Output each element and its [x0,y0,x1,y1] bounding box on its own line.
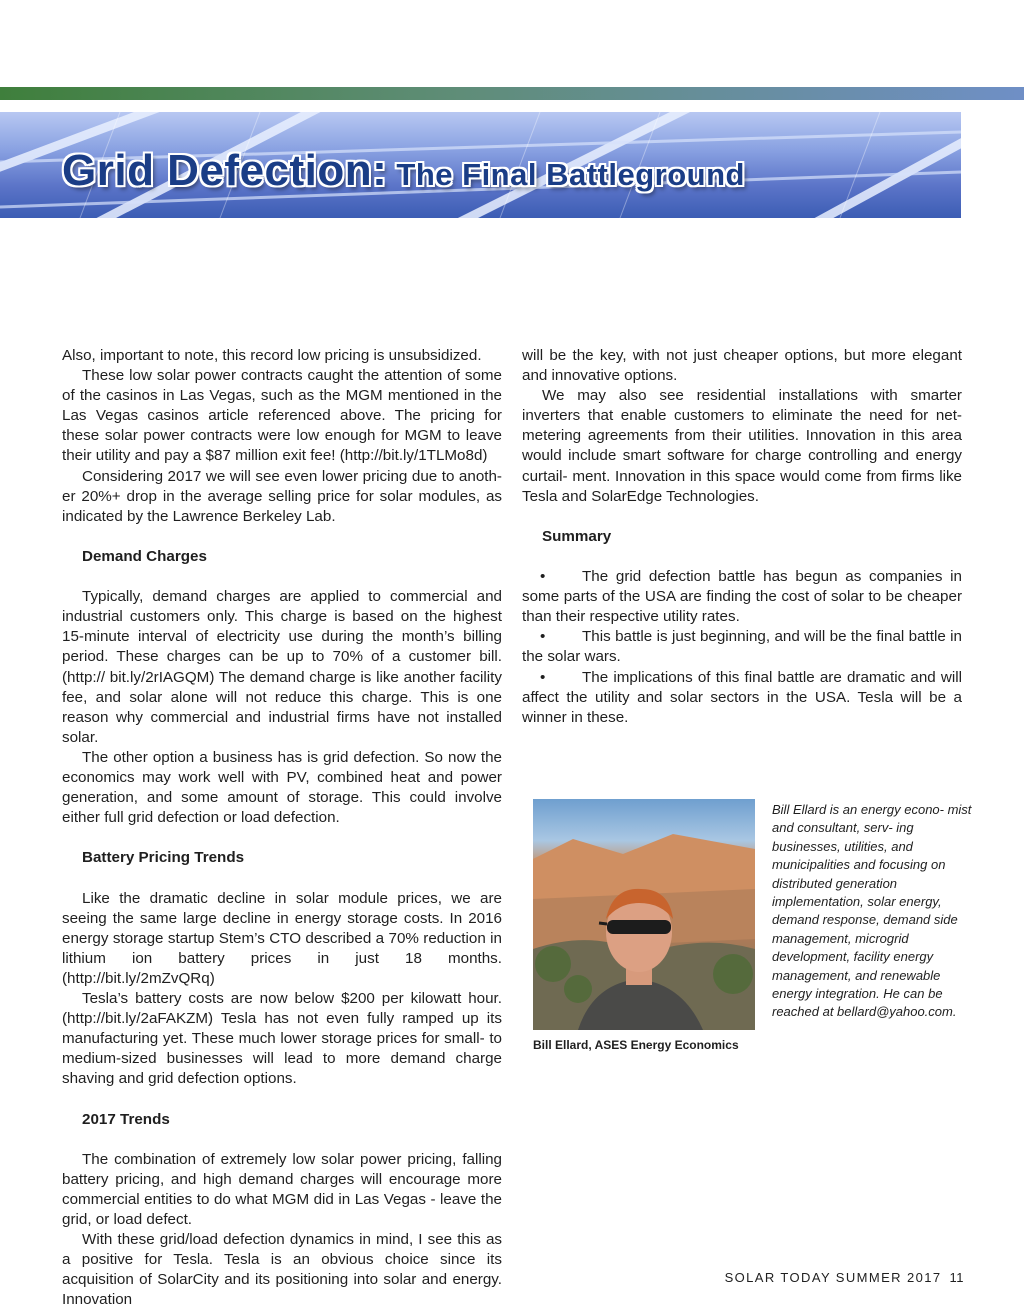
bullet-icon: • [540,568,546,586]
author-photo [533,799,755,1030]
title-subtitle: The Final Battleground [387,157,745,192]
bullet-icon: • [540,668,546,686]
header-stripe [0,87,1024,100]
publication-name: SOLAR TODAY SUMMER 2017 [724,1270,942,1285]
paragraph: Typically, demand charges are applied to commercial and industrial customers only. This charge is based on the highest 15-minute interval of electricity use during the month’s billing period. These charges can be up to 70% of a customer bill. (http:// bit.ly/2rIAGQM) The demand charge is like another facility fee, and solar alone will not reduce this charge. This is one reason why commercial and industrial firms have not installed solar. [62,588,502,746]
author-portrait-graphic [533,799,755,1030]
paragraph: Considering 2017 we will see even lower pricing due to anoth- er 20%+ drop in the average selling price for solar modules, as indicated by the Lawrence Berkeley Lab. [62,467,502,525]
paragraph: These low solar power contracts caught the attention of some of the casinos in Las Vegas, such as the MGM mentioned in the Las Vegas casinos article referenced above. The pricing for these solar power contracts were low enough for MGM to leave their utility and pay a $87 million exit fee! (http://bit.ly/1TLMo8d) [62,367,502,465]
photo-caption: Bill Ellard, ASES Energy Economics [533,1038,739,1052]
intro-paragraph: Also, important to note, this record low pricing is unsubsidized. [62,347,482,364]
bullet-icon: • [540,628,546,646]
title-main: Grid Defection: [62,146,388,195]
author-bio: Bill Ellard is an energy econo- mist and consultant, serv- ing businesses, utilities, and municipalities and focusing on distributed generation implementation, solar energy, demand response, demand side management, microgrid development, facility energy management, and renewable energy integration. He can be reached at bellard@yahoo.com. [772,802,972,1020]
heading-demand-charges: Demand Charges [82,547,207,565]
paragraph: Like the dramatic decline in solar module prices, we are seeing the same large decline in energy storage costs. In 2016 energy storage startup Stem’s CTO described a 70% reduction in lithium ion battery prices in just 18 months. (http://bit.ly/2mZvQRq) [62,889,502,987]
summary-bullet: • The grid defection battle has begun as companies in some parts of the USA are finding the cost of solar to be cheaper than their respective utility rates. [522,568,962,626]
left-column [62,346,502,1311]
paragraph: The other option a business has is grid defection. So now the economics may work well with PV, combined heat and power generation, and some amount of storage. This could involve either full grid defection or load defection. [62,748,502,827]
heading-battery-pricing: Battery Pricing Trends [82,849,245,867]
summary-bullet: • The implications of this final battle are dramatic and will affect the utility and solar sectors in the USA. Tesla will be a winner in these. [522,668,962,726]
heading-2017-trends: 2017 Trends [82,1110,170,1128]
right-column [522,346,962,728]
heading-summary: Summary [542,527,612,545]
paragraph: We may also see residential installations with smarter inverters that enable customers to eliminate the need for net-metering agreements from their utilities. Innovation in this area would include smart software for charge controlling and energy curtail- ment. Innovation in this space would come from firms like Tesla and SolarEdge Technologies. [522,387,962,505]
paragraph: The combination of extremely low solar power pricing, falling battery pricing, and high demand charges will encourage more commercial entities to do what MGM did in Las Vegas - leave the grid, or load defect. [62,1150,502,1229]
page-footer [725,1270,964,1285]
summary-bullet: • This battle is just beginning, and will be the final battle in the solar wars. [522,628,962,666]
article-title [62,146,745,196]
page-number: 11 [949,1270,964,1285]
paragraph: will be the key, with not just cheaper options, but more elegant and innovative options. [522,347,962,385]
paragraph: Tesla’s battery costs are now below $200 per kilowatt hour. (http://bit.ly/2aFAKZM) Tesla has not even fully ramped up its manufacturing yet. These much lower storage prices for small- to medium-sized businesses will lead to more demand charge shaving and grid defection options. [62,990,502,1088]
paragraph: With these grid/load defection dynamics in mind, I see this as a positive for Tesla. Tesla is an obvious choice since its acquisition of SolarCity and its positioning into solar and energy. Innovation [62,1231,502,1309]
